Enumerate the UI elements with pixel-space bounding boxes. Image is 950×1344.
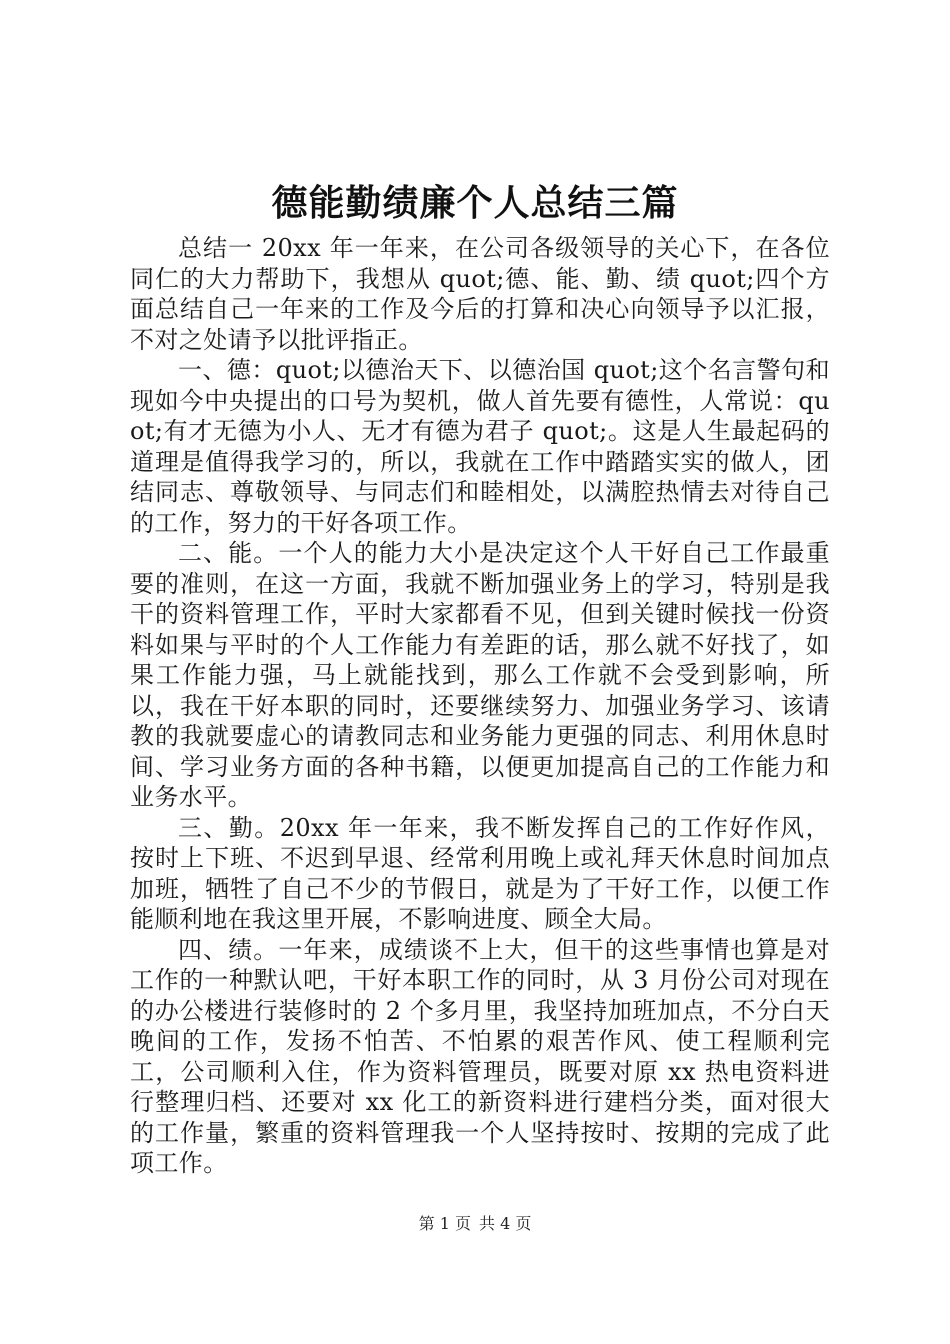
- document-title: 德能勤绩廉个人总结三篇: [271, 183, 679, 224]
- paragraph-summary-intro: 总结一 20xx 年一年来，在公司各级领导的关心下，在各位同仁的大力帮助下，我想从 quot;德、能、勤、绩 quot;四个方面总结自己一年来的工作及今后的打算和决心向领导予以汇报，不对之处请予以批评指正。: [130, 234, 830, 354]
- page-footer: [0, 1214, 950, 1234]
- document-body: [130, 233, 830, 1179]
- page-total: 共 4 页: [479, 1214, 532, 1233]
- paragraph-ability: 二、能。一个人的能力大小是决定这个人干好自己工作最重要的准则，在这一方面，我就不断加强业务上的学习，特别是我干的资料管理工作，平时大家都看不见，但到关键时候找一份资料如果与平时的个人工作能力有差距的话，那么就不好找了，如果工作能力强，马上就能找到，那么工作就不会受到影响，所以，我在干好本职的同时，还要继续努力、加强业务学习、该请教的我就要虚心的请教同志和业务能力更强的同志、利用休息时间、学习业务方面的各种书籍，以便更加提高自己的工作能力和业务水平。: [130, 539, 830, 811]
- paragraph-achievement: 四、绩。一年来，成绩谈不上大，但干的这些事情也算是对工作的一种默认吧，干好本职工作的同时，从 3 月份公司对现在的办公楼进行装修时的 2 个多月里，我坚持加班加点，不分白天晚间的工作，发扬不怕苦、不怕累的艰苦作风、使工程顺利完工，公司顺利入住，作为资料管理员，既要对原 xx 热电资料进行整理归档、还要对 xx 化工的新资料进行建档分类，面对很大的工作量，繁重的资料管理我一个人坚持按时、按期的完成了此项工作。: [130, 935, 830, 1177]
- paragraph-diligence: 三、勤。20xx 年一年来，我不断发挥自己的工作好作风，按时上下班、不迟到早退、经常利用晚上或礼拜天休息时间加点加班，牺牲了自己不少的节假日，就是为了干好工作，以便工作能顺利地在我这里开展，不影响进度、顾全大局。: [130, 813, 830, 933]
- page-number: 第 1 页: [418, 1214, 471, 1233]
- paragraph-virtue: 一、德：quot;以德治天下、以德治国 quot;这个名言警句和现如今中央提出的口号为契机，做人首先要有德性，人常说：quot;有才无德为小人、无才有德为君子 quot;。这是人生最起码的道理是值得我学习的，所以，我就在工作中踏踏实实的做人，团结同志、尊敬领导、与同志们和睦相处，以满腔热情去对待自己的工作，努力的干好各项工作。: [130, 356, 830, 537]
